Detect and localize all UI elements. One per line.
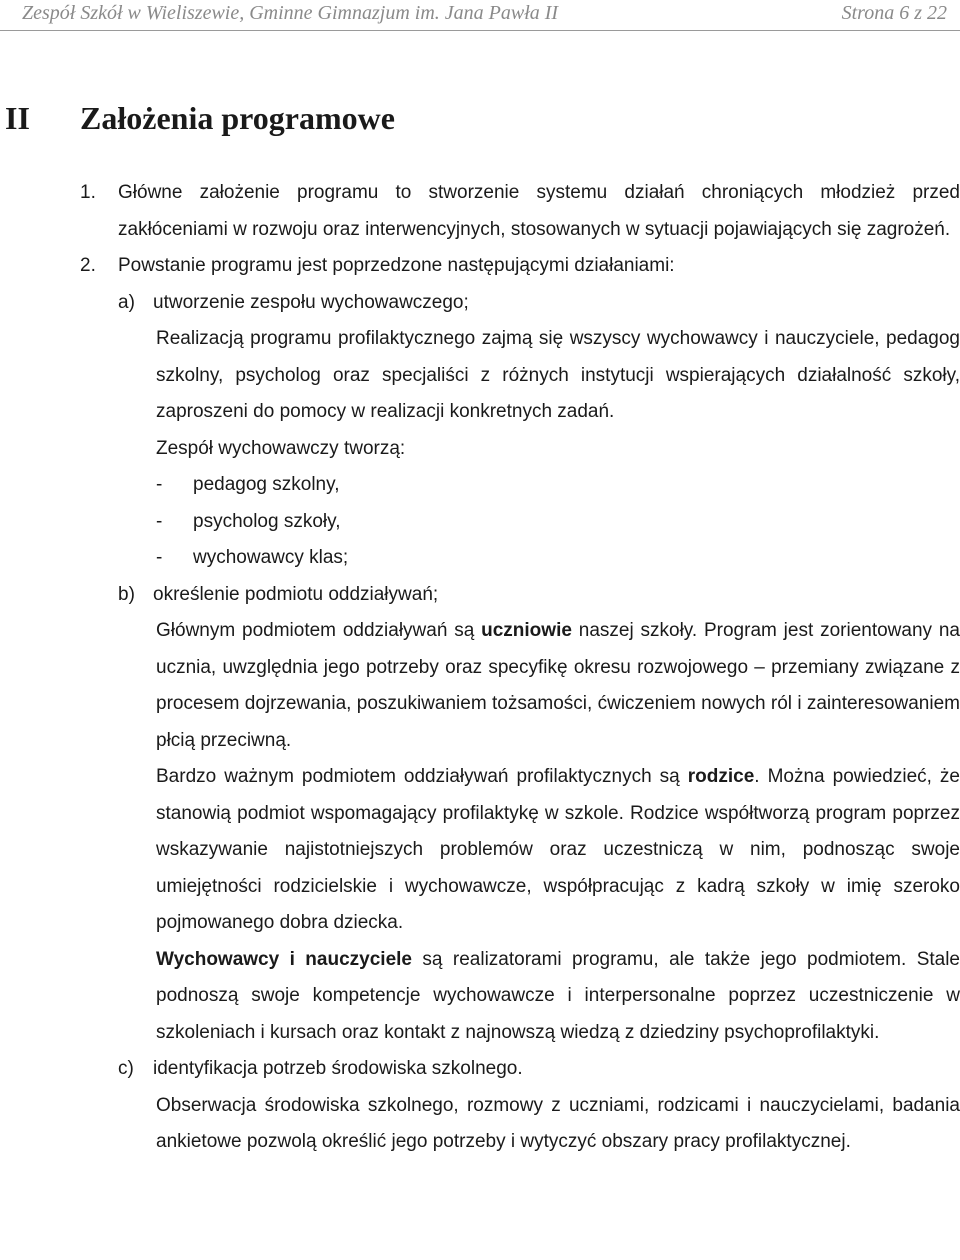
item-text: Główne założenie programu to stworzenie systemu działań chroniących młodzież przed zakłóceniami w rozwoju oraz interwencyjnych, stosowanych w sytuacji pojawiających się zagrożeń. <box>118 182 960 240</box>
document-body <box>0 175 960 1161</box>
section-a-heading <box>0 285 960 322</box>
section-b-paragraph-3: Wychowawcy i nauczyciele są realizatorami programu, ale także jego podmiotem. Stale podnoszą swoje kompetencje wychowawcze i interpersonalne poprzez uczestniczenie w szkoleniach i kursach oraz kontakt z najnowszą wiedzą z dziedziny psychoprofilaktyki. <box>156 948 960 1043</box>
section-a-paragraph-2: Zespół wychowawczy tworzą: <box>156 437 406 459</box>
list-item <box>0 467 960 504</box>
section-a-paragraph-1: Realizacją programu profilaktycznego zajmą się wszyscy wychowawcy i nauczyciele, pedagog szkolny, psycholog oraz specjaliści z różnych instytucji wspierających działalność szkoły, zaproszeni do pomocy w realizacji konkretnych zadań. <box>156 328 960 422</box>
header-school-name: Zespół Szkół w Wieliszewie, Gminne Gimnazjum im. Jana Pawła II <box>22 2 559 24</box>
list-item-text: wychowawcy klas; <box>193 547 349 568</box>
section-c-paragraph-1: Obserwacja środowiska szkolnego, rozmowy z uczniami, rodzicami i nauczycielami, badania ankietowe pozwolą określić jego potrzeby i wytyczyć obszary pracy profilaktycznej. <box>156 1094 960 1152</box>
list-dash: - <box>156 547 163 568</box>
section-b-paragraph-2: Bardzo ważnym podmiotem oddziaływań profilaktycznych są rodzice. Można powiedzieć, że stanowią podmiot wspomagający profilaktykę w szkole. Rodzice współtworzą program poprzez wskazywanie najistotniejszych problemów oraz uczestniczą w nim, podnosząc swoje umiejętności rodzicielskie i wychowawcze, współpracując z kadrą szkoły w imię szeroko pojmowanego dobra dziecka. <box>156 766 960 933</box>
chapter-title: Założenia programowe <box>80 100 395 136</box>
numbered-item-1 <box>0 175 960 248</box>
chapter-number: II <box>5 100 30 136</box>
list-dash: - <box>156 510 163 532</box>
item-text: Powstanie programu jest poprzedzone następującymi działaniami: <box>118 255 675 276</box>
section-title: określenie podmiotu oddziaływań; <box>153 583 439 605</box>
list-item-text: psycholog szkoły, <box>193 510 341 532</box>
section-label: c) <box>118 1058 134 1079</box>
section-label: a) <box>118 291 135 313</box>
item-number: 2. <box>80 255 96 276</box>
section-title: utworzenie zespołu wychowawczego; <box>153 291 469 313</box>
section-b-heading <box>0 577 960 614</box>
header-page-number: Strona 6 z 22 <box>841 2 947 24</box>
section-c-heading <box>0 1051 960 1088</box>
list-dash: - <box>156 474 163 495</box>
list-item <box>0 504 960 541</box>
section-label: b) <box>118 583 135 605</box>
item-number: 1. <box>80 182 96 203</box>
numbered-item-2 <box>0 248 960 285</box>
list-item-text: pedagog szkolny, <box>193 474 340 495</box>
page-header <box>0 0 960 31</box>
bold-term-rodzice: rodzice <box>687 766 755 787</box>
list-item <box>0 540 960 577</box>
bold-term-wychowawcy: Wychowawcy i nauczyciele <box>156 948 412 970</box>
section-title: identyfikacja potrzeb środowiska szkolnego. <box>153 1058 523 1079</box>
bold-term-uczniowie: uczniowie <box>481 620 572 641</box>
section-b-paragraph-1: Głównym podmiotem oddziaływań są uczniowie naszej szkoły. Program jest zorientowany na ucznia, uwzględnia jego potrzeby oraz specyfikę okresu rozwojowego – przemiany związane z procesem dojrzewania, poszukiwaniem tożsamości, ćwiczeniem nowych ról i zainteresowaniem płcią przeciwną. <box>156 620 960 751</box>
